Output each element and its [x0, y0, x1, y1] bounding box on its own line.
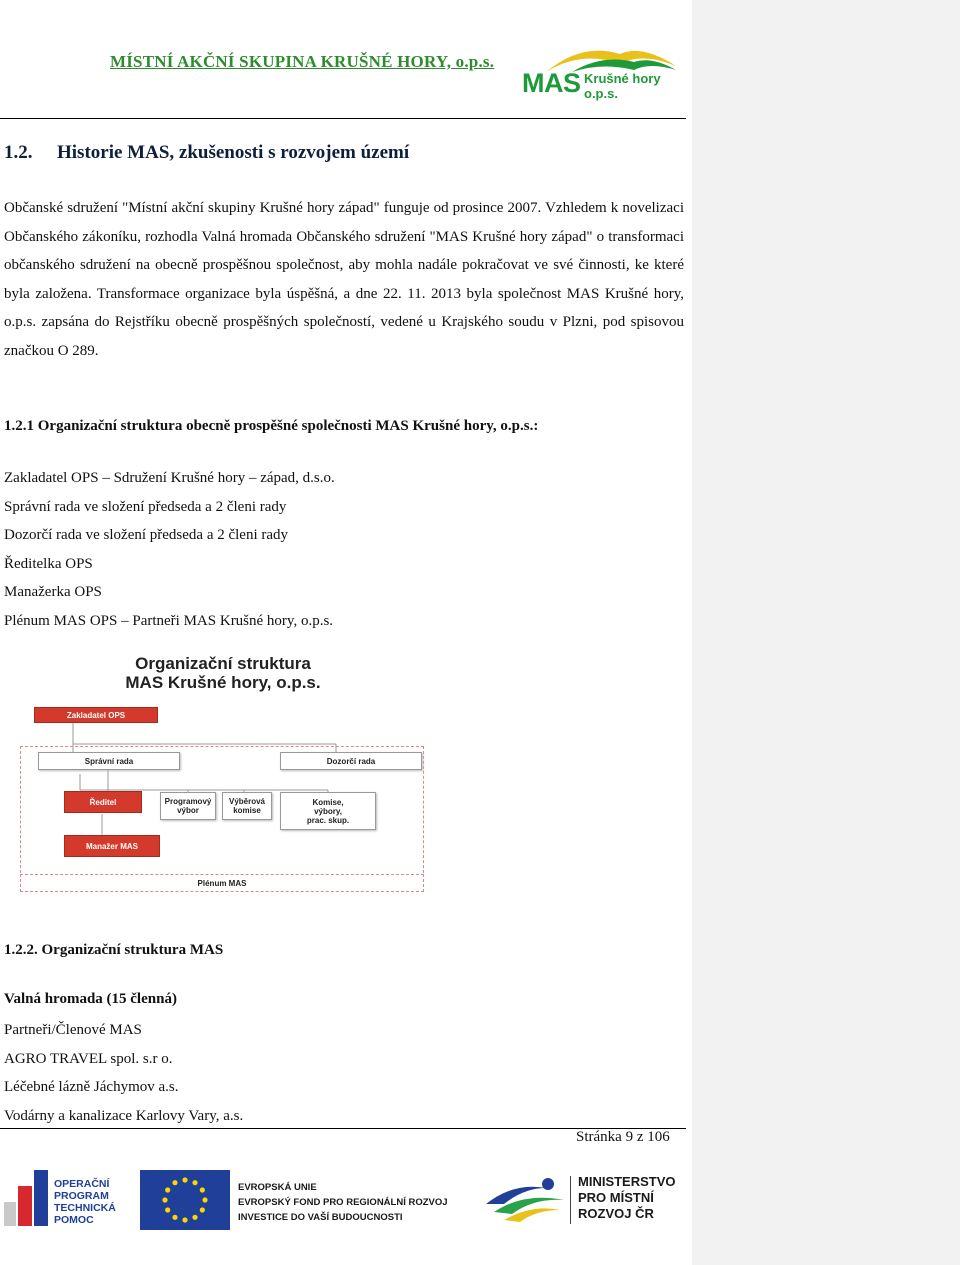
- op-line3: TECHNICKÁ: [54, 1202, 116, 1214]
- op-line1: OPERAČNÍ: [54, 1178, 110, 1190]
- eu-line1: EVROPSKÁ UNIE: [238, 1182, 317, 1193]
- manazer-box: Manažer MAS: [64, 835, 160, 857]
- reditel-box: Ředitel: [64, 791, 142, 813]
- eu-star-icon: [182, 1177, 187, 1182]
- eu-flag-icon: [140, 1170, 230, 1230]
- logo-line2: o.p.s.: [584, 86, 618, 101]
- op-line4: POMOC: [54, 1214, 94, 1226]
- section-title: Historie MAS, zkušenosti s rozvojem území: [57, 142, 410, 163]
- list-item: Správní rada ve složení předseda a 2 členi rady: [4, 498, 287, 515]
- programovy-l1: Programový: [164, 797, 212, 806]
- programovy-l2: výbor: [177, 806, 199, 815]
- dozorci-rada-box: Dozorčí rada: [280, 752, 422, 770]
- eu-star-icon: [192, 1215, 197, 1220]
- mmr-logo-icon: [484, 1174, 566, 1226]
- subsection1-title: 1.2.1 Organizační struktura obecně prospěšné společnosti MAS Krušné hory, o.p.s.:: [4, 418, 539, 434]
- eu-star-icon: [162, 1197, 167, 1202]
- section-heading: [4, 142, 409, 164]
- eu-star-icon: [200, 1187, 205, 1192]
- eu-star-icon: [202, 1197, 207, 1202]
- vyberova-komise-box: [222, 792, 272, 820]
- list-item: Plénum MAS OPS – Partneři MAS Krušné hory, o.p.s.: [4, 612, 334, 629]
- logo-mas-text: MAS: [522, 68, 581, 98]
- spravni-rada-box: Správní rada: [38, 752, 180, 770]
- mas-logo: [512, 40, 682, 100]
- zakladatel-box: Zakladatel OPS: [34, 707, 158, 723]
- org-chart-title-line2: MAS Krušné hory, o.p.s.: [125, 673, 321, 692]
- list-item: Dozorčí rada ve složení předseda a 2 členi rady: [4, 527, 289, 543]
- programovy-vybor-box: [160, 792, 216, 820]
- list-item: Partneři/Členové MAS: [4, 1022, 142, 1038]
- members-list: [4, 1016, 243, 1130]
- eu-star-icon: [182, 1217, 187, 1222]
- org-chart: [18, 648, 428, 898]
- eu-star-icon: [172, 1180, 177, 1185]
- list-item: Léčebné lázně Jáchymov a.s.: [4, 1079, 179, 1095]
- list-item: Vodárny a kanalizace Karlovy Vary, a.s.: [4, 1107, 244, 1124]
- eu-star-icon: [165, 1187, 170, 1192]
- vyberova-l1: Výběrová: [228, 797, 266, 806]
- history-paragraph: Občanské sdružení "Místní akční skupiny Krušné hory západ" funguje od prosince 2007. Vzhledem k novelizaci Občanského zákoníku, rozhodla Valná hromada Občanského sdružení "MAS Krušné hory západ" o transformaci občanského sdružení na obecně prospěšnou společnost, aby mohla nadále pokračovat ve své činnosti, ke které byla založena. Transformace organizace byla úspěšná, a dne 22. 11. 2013 byla společnost MAS Krušné hory, o.p.s. zapsána do Rejstříku obecně prospěšných společností, vedené u Krajského soudu v Plzni, pod spisovou značkou O 289.: [4, 200, 684, 359]
- eu-line2: EVROPSKÝ FOND PRO REGIONÁLNÍ ROZVOJ: [238, 1197, 448, 1208]
- page-number: Stránka 9 z 106: [576, 1129, 670, 1145]
- komise-l3: prac. skup.: [306, 815, 350, 825]
- eu-star-icon: [200, 1207, 205, 1212]
- komise-l2: výbory,: [314, 806, 342, 816]
- valna-hromada-heading: Valná hromada (15 členná): [4, 991, 177, 1007]
- mmr-text: [578, 1174, 676, 1222]
- vyberova-l2: komise: [233, 806, 261, 815]
- list-item: Ředitelka OPS: [4, 555, 93, 572]
- mmr-line2: PRO MÍSTNÍ: [578, 1190, 654, 1205]
- eu-text: [238, 1180, 448, 1225]
- list-item: Manažerka OPS: [4, 584, 102, 600]
- eu-line3: INVESTICE DO VAŠÍ BUDOUCNOSTI: [238, 1212, 403, 1223]
- structure-list: [4, 464, 335, 635]
- list-item: AGRO TRAVEL spol. s.r o.: [4, 1050, 173, 1067]
- subsection2-title: 1.2.2. Organizační struktura MAS: [4, 942, 224, 958]
- eu-star-icon: [165, 1207, 170, 1212]
- mmr-line3: ROZVOJ ČR: [578, 1206, 654, 1221]
- eu-star-icon: [192, 1180, 197, 1185]
- op-line2: PROGRAM: [54, 1190, 109, 1202]
- logo-line1: Krušné hory: [584, 71, 661, 86]
- plenum-box: Plénum MAS: [20, 874, 424, 892]
- header-title: MÍSTNÍ AKČNÍ SKUPINA KRUŠNÉ HORY, o.p.s.: [110, 52, 495, 71]
- op-tp-logo-icon: [4, 1170, 50, 1228]
- list-item: Zakladatel OPS – Sdružení Krušné hory – západ, d.s.o.: [4, 470, 335, 486]
- komise-box: [280, 792, 376, 830]
- page-side-margin: [692, 0, 960, 1265]
- mmr-line1: MINISTERSTVO: [578, 1174, 676, 1189]
- komise-l1: Komise,: [312, 797, 344, 807]
- header-rule: [0, 118, 686, 119]
- eu-star-icon: [172, 1215, 177, 1220]
- op-tp-text: [54, 1178, 116, 1226]
- section-number: 1.2.: [4, 142, 33, 163]
- org-chart-title-line1: Organizační struktura: [135, 654, 311, 673]
- mmr-divider: [570, 1176, 571, 1224]
